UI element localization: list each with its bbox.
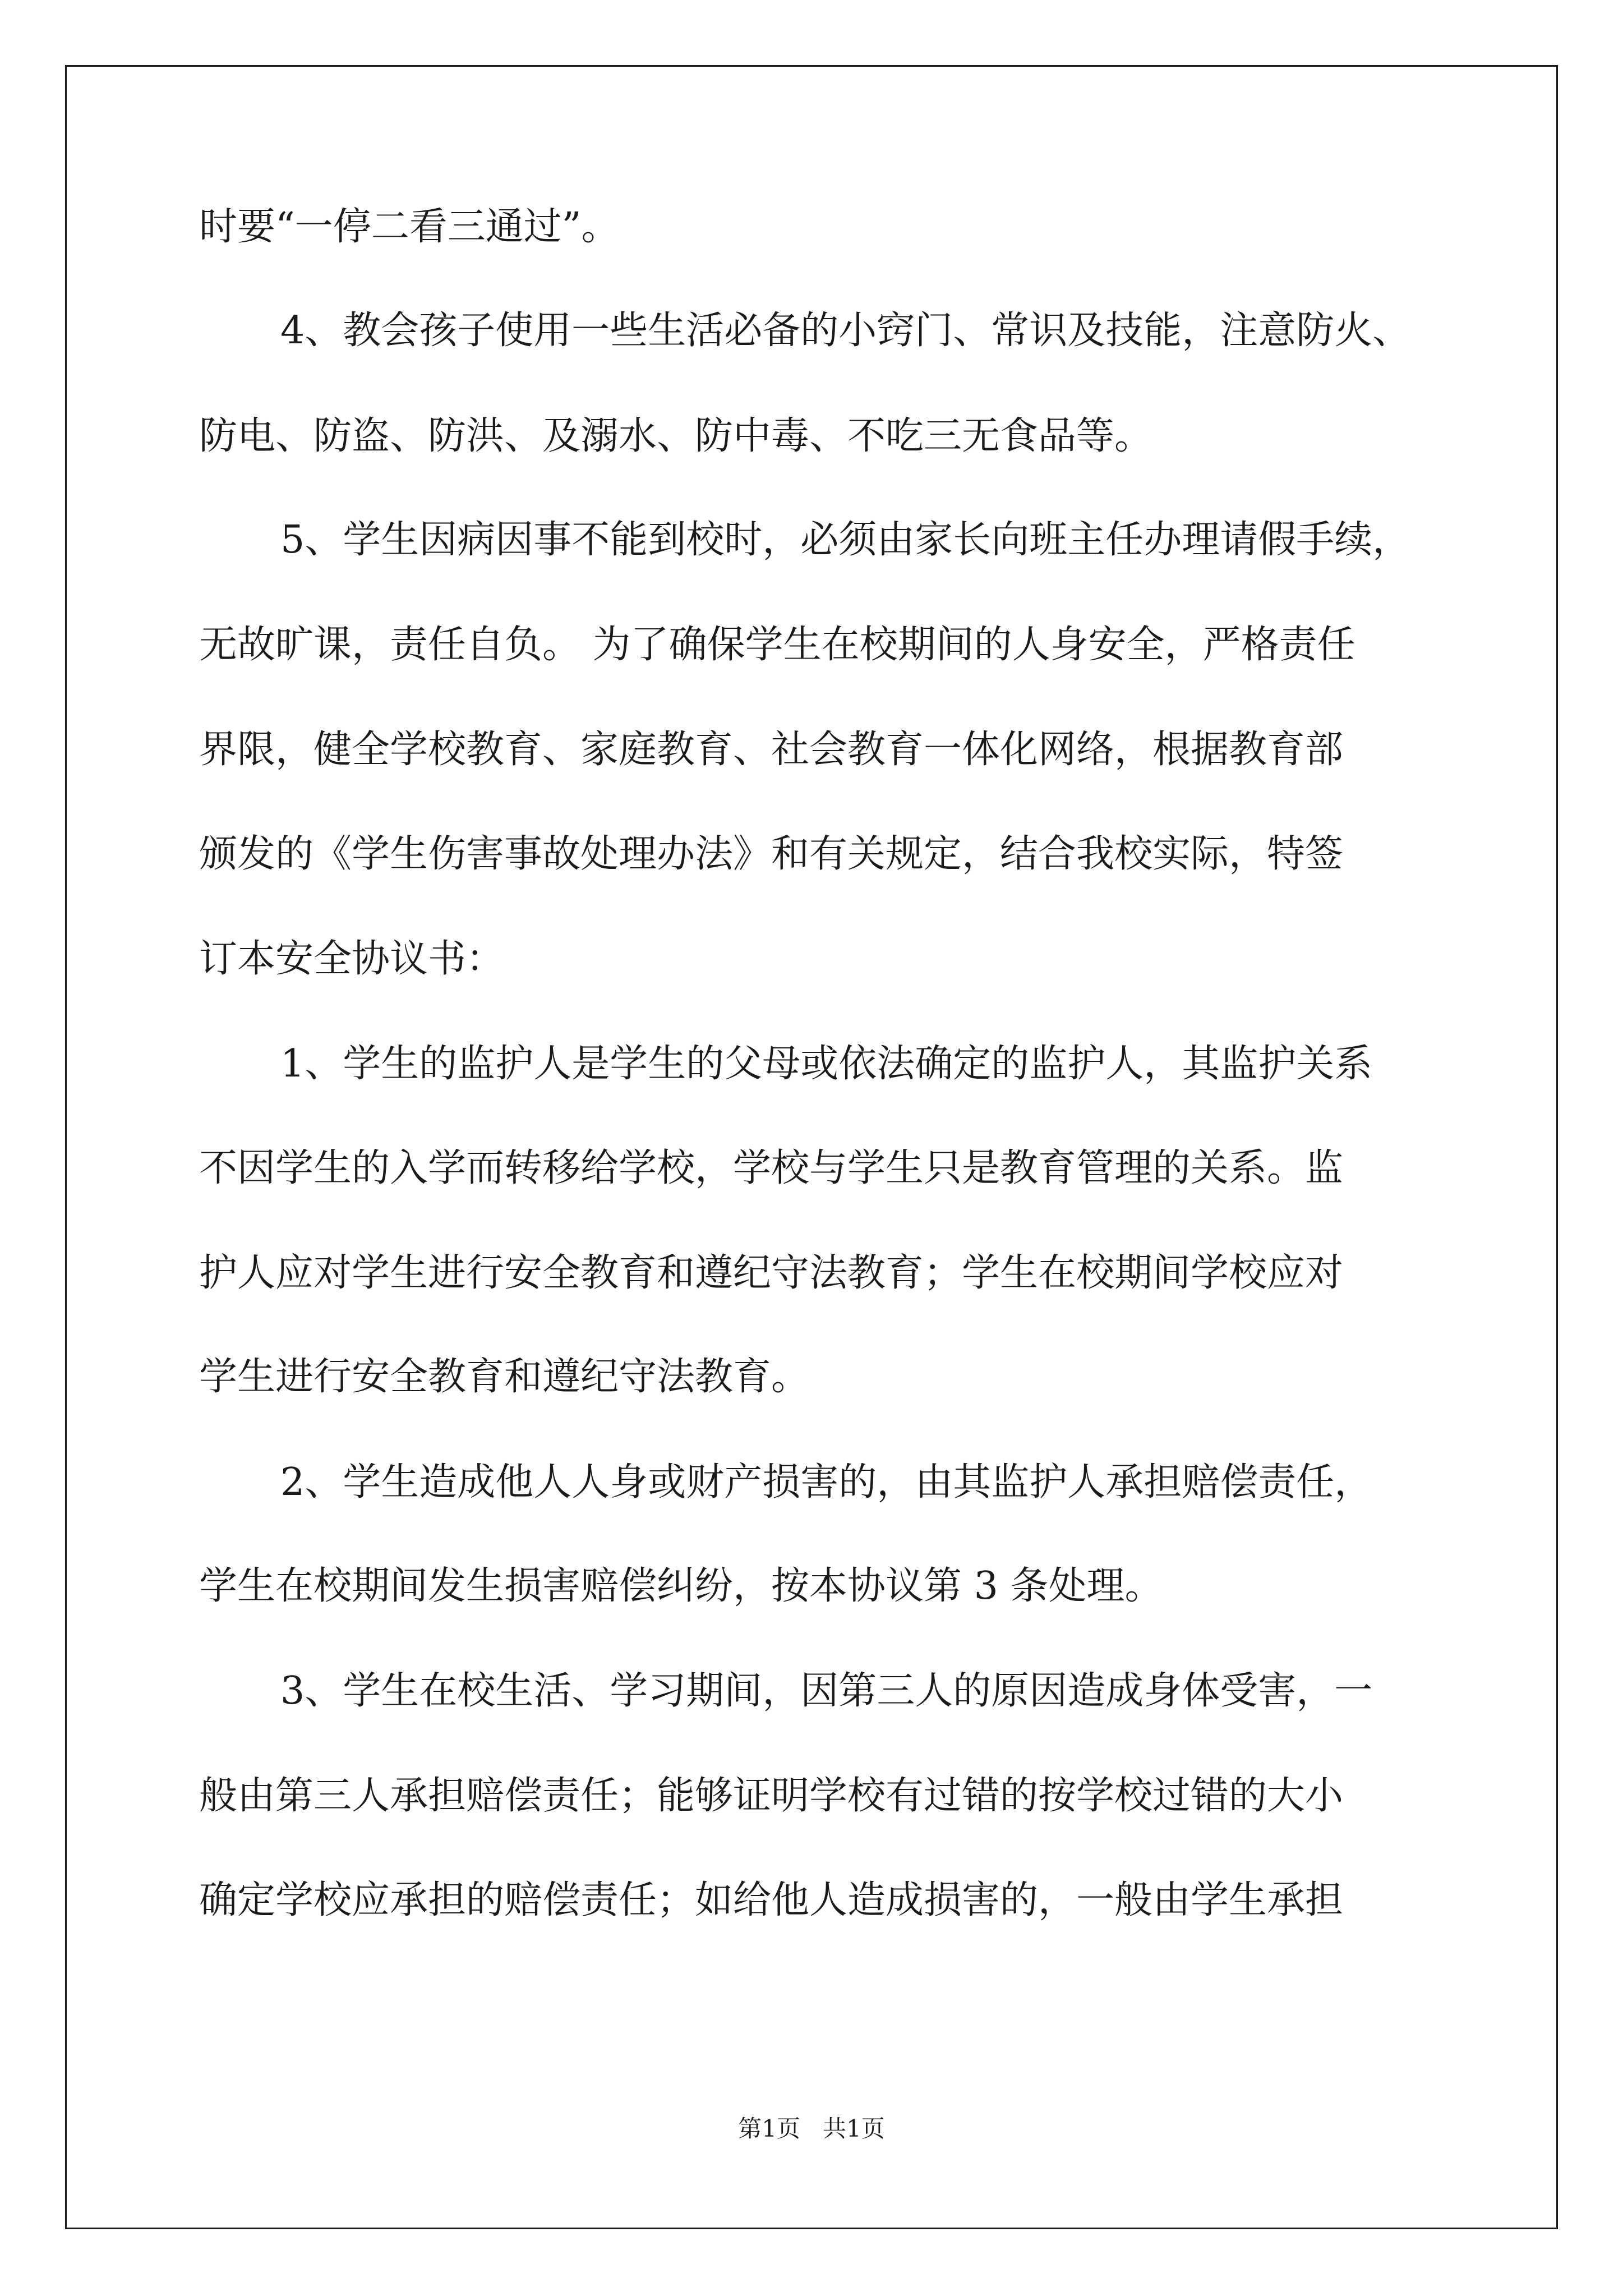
text-line: 界限，健全学校教育、家庭教育、社会教育一体化网络，根据教育部 <box>199 728 1344 772</box>
text-line: 4、教会孩子使用一些生活必备的小窍门、常识及技能，注意防火、 <box>280 309 1411 353</box>
text-line: 学生在校期间发生损害赔偿纠纷，按本协议第 3 条处理。 <box>199 1564 1163 1608</box>
text-line: 5、学生因病因事不能到校时，必须由家长向班主任办理请假手续， <box>280 518 1411 562</box>
text-line: 颁发的《学生伤害事故处理办法》和有关规定，结合我校实际，特签 <box>199 832 1344 876</box>
text-line: 学生进行安全教育和遵纪守法教育。 <box>199 1355 810 1399</box>
text-line: 3、学生在校生活、学习期间，因第三人的原因造成身体受害，一 <box>280 1669 1373 1713</box>
text-line: 订本安全协议书： <box>199 937 505 981</box>
text-line: 1、学生的监护人是学生的父母或依法确定的监护人，其监护关系 <box>280 1042 1373 1086</box>
text-line: 般由第三人承担赔偿责任；能够证明学校有过错的按学校过错的大小 <box>199 1774 1344 1818</box>
page-footer: 第1页 共1页 <box>738 2115 885 2142</box>
text-line: 无故旷课，责任自负。 为了确保学生在校期间的人身安全，严格责任 <box>199 623 1355 667</box>
text-line: 时要“一停二看三通过”。 <box>199 205 620 249</box>
text-line: 不因学生的入学而转移给学校，学校与学生只是教育管理的关系。监 <box>199 1146 1344 1190</box>
text-line: 2、学生造成他人人身或财产损害的，由其监护人承担赔偿责任， <box>280 1460 1373 1504</box>
text-line: 护人应对学生进行安全教育和遵纪守法教育；学生在校期间学校应对 <box>199 1251 1344 1295</box>
text-line: 防电、防盗、防洪、及溺水、防中毒、不吃三无食品等。 <box>199 414 1153 458</box>
text-line: 确定学校应承担的赔偿责任；如给他人造成损害的，一般由学生承担 <box>199 1878 1344 1922</box>
